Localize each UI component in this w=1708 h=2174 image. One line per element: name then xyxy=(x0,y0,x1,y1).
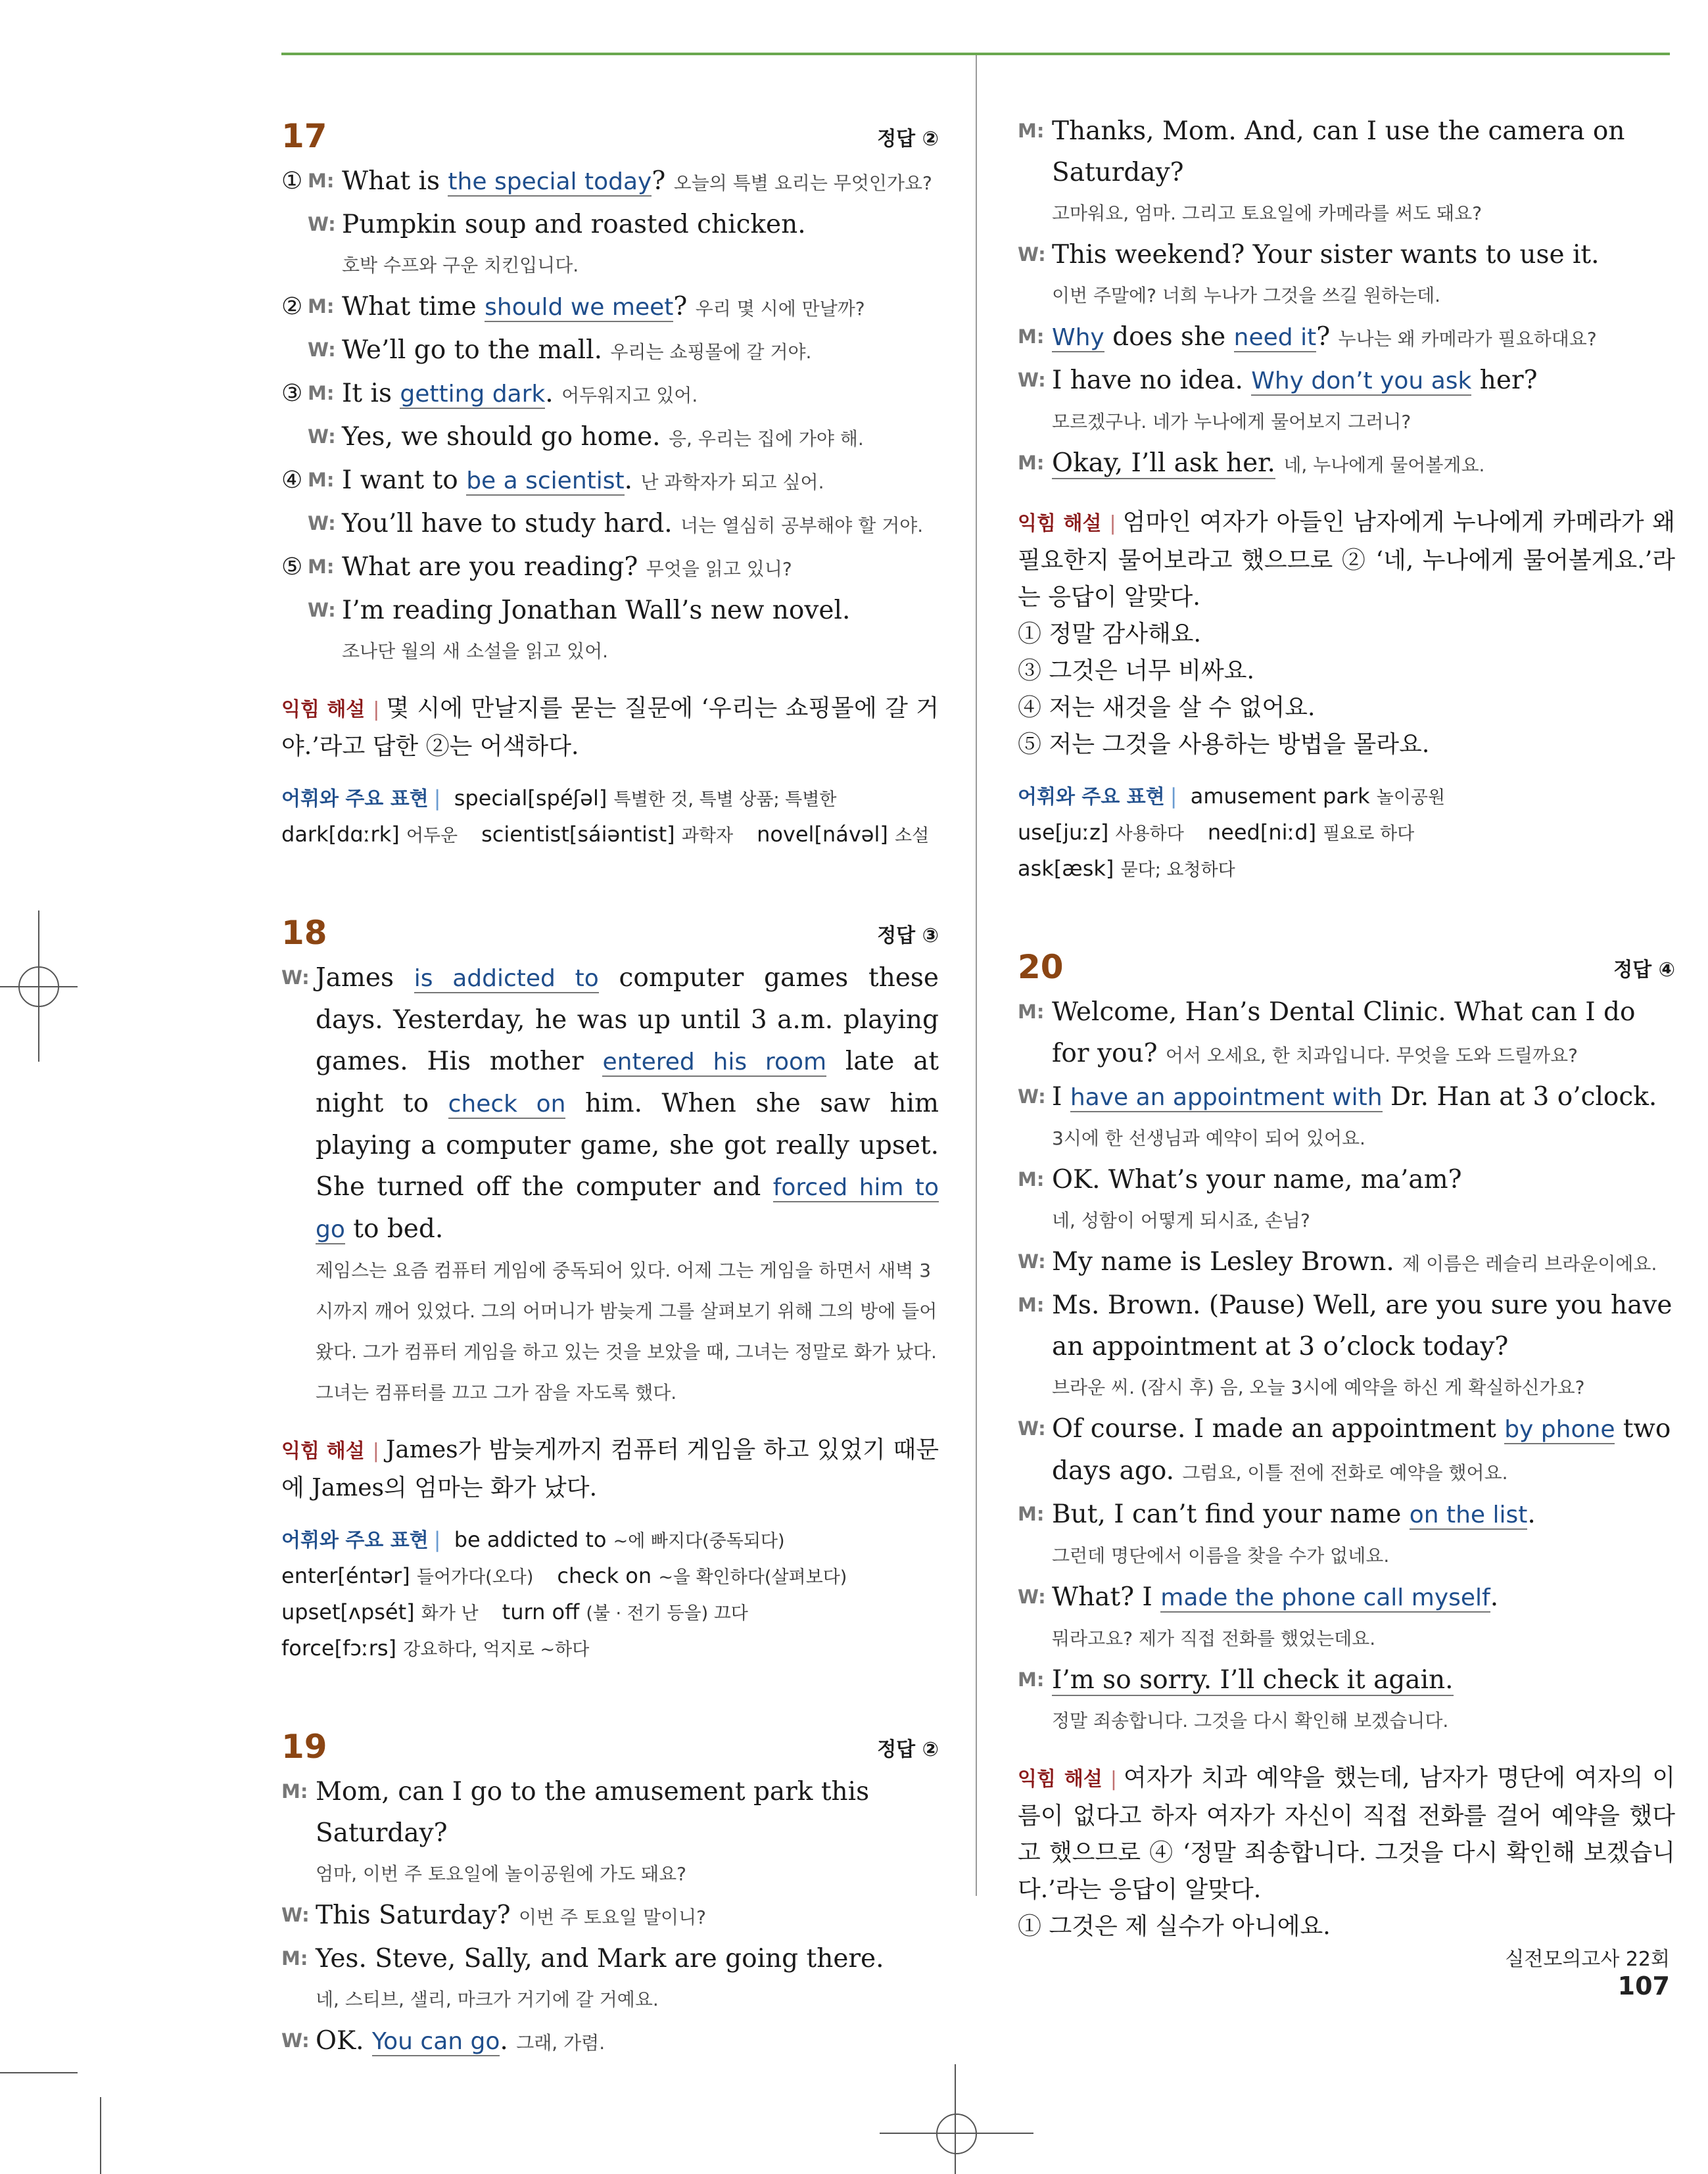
vocab-def: ~을 확인하다(살펴보다) xyxy=(658,1567,847,1588)
question-header xyxy=(281,895,939,952)
speaker-label: M: xyxy=(281,1947,308,1970)
line-text xyxy=(342,590,939,672)
vocab-def: 묻다; 요청하다 xyxy=(1120,860,1235,880)
dialogue-line xyxy=(1018,1494,1675,1576)
line-text xyxy=(1052,234,1675,316)
english-text: Dr. Han at 3 o’clock. xyxy=(1382,1082,1657,1112)
vocab-label: 어휘와 주요 표현 xyxy=(281,1529,429,1552)
vocab-label: 어휘와 주요 표현 xyxy=(281,788,429,811)
english-text: ? xyxy=(673,292,688,321)
speaker-label: W: xyxy=(1018,1417,1046,1440)
option-number: ② xyxy=(281,293,303,320)
line-text xyxy=(342,160,939,204)
english-text: Mom, can I go to the amusement park this Saturday? xyxy=(316,1777,870,1848)
dialogue xyxy=(281,160,939,672)
choice: ⑤ 저는 그것을 사용하는 방법을 몰라요. xyxy=(1018,731,1430,758)
explanation-label: 익힘 해설 xyxy=(1018,1768,1103,1791)
korean-translation: 그런데 명단에서 이름을 찾을 수가 없네요. xyxy=(1052,1545,1390,1567)
english-text: does she xyxy=(1104,322,1234,352)
vocab-word: force[fɔːrs] xyxy=(281,1636,396,1661)
explanation-label: 익힘 해설 xyxy=(281,1440,365,1463)
dialogue-line xyxy=(1018,1159,1675,1241)
choice: ④ 저는 새것을 살 수 없어요. xyxy=(1018,694,1316,721)
vocab-def: 소설 xyxy=(894,826,930,846)
speaker-label: M: xyxy=(1018,1503,1045,1525)
korean-translation: 정말 죄송합니다. 그것을 다시 확인해 보겠습니다. xyxy=(1052,1710,1449,1732)
key-phrase: have an appointment with xyxy=(1070,1084,1383,1111)
line-text xyxy=(1052,1076,1675,1159)
dialogue xyxy=(281,1771,939,2064)
vocab-def: 놀이공원 xyxy=(1376,788,1446,808)
speaker-label: W: xyxy=(308,339,336,361)
korean-translation: 고마워요, 엄마. 그리고 토요일에 카메라를 써도 돼요? xyxy=(1052,202,1483,224)
vocab-word: enter[éntər] xyxy=(281,1563,410,1588)
crop-mark-corner-h xyxy=(0,2072,78,2073)
question-header xyxy=(281,99,939,155)
vocabulary: 어휘와 주요 표현 | special[spéʃəl] 특별한 것, 특별 상품; 특별한 dark[dɑːrk] 어두운 scientist[sáiəntist] 과학자 novel[návəl] 소설 xyxy=(281,786,930,847)
english-text: My name is Lesley Brown. xyxy=(1052,1247,1394,1277)
english-text: What is xyxy=(342,166,448,196)
korean-translation: 오늘의 특별 요리는 무엇인가요? xyxy=(673,172,932,194)
line-text xyxy=(1052,1241,1675,1285)
page-number: 107 xyxy=(1617,1972,1670,2000)
explanation-text: 엄마인 여자가 아들인 남자에게 누나에게 카메라가 왜 필요한지 물어보라고 했으므로 ② ‘네, 누나에게 물어볼게요.’라는 응답이 알맞다. xyxy=(1018,509,1675,611)
vocab-label: 어휘와 주요 표현 xyxy=(1018,786,1165,809)
key-phrase: made the phone call myself xyxy=(1160,1584,1490,1611)
english-text: We’ll go to the mall. xyxy=(342,335,602,365)
key-phrase: forced him to go xyxy=(316,1174,939,1243)
footer-title: 실전모의고사 22회 xyxy=(1505,1948,1670,1971)
line-text xyxy=(1052,1285,1675,1408)
question-number: 19 xyxy=(281,1728,327,1766)
vocab-def: 과학자 xyxy=(681,826,734,846)
korean-translation: 네, 누나에게 물어볼게요. xyxy=(1283,454,1485,476)
crop-mark-left-circle xyxy=(18,966,59,1007)
english-text: . xyxy=(500,2026,508,2056)
english-text: Of course. I made an appointment xyxy=(1052,1414,1505,1444)
korean-translation: 뭐라고요? 제가 직접 전화를 했었는데요. xyxy=(1052,1628,1376,1649)
english-text: What? I xyxy=(1052,1582,1161,1612)
korean-translation: 그래, 가렴. xyxy=(516,2032,605,2054)
vocab-word: be addicted to xyxy=(454,1527,607,1552)
speaker-label: W: xyxy=(281,2029,310,2052)
speaker-label: M: xyxy=(1018,452,1045,474)
english-text: I xyxy=(1052,1082,1070,1112)
explanation: 익힘 해설 | 몇 시에 만날지를 묻는 질문에 ‘우리는 쇼핑몰에 갈 거야.’라고 답한 ②는 어색하다. xyxy=(281,695,939,760)
english-text: Pumpkin soup and roasted chicken. xyxy=(342,210,806,239)
korean-translation: 어서 오세요, 한 치과입니다. 무엇을 도와 드릴까요? xyxy=(1165,1045,1578,1066)
korean-translation: 제 이름은 레슬리 브라운이에요. xyxy=(1402,1253,1657,1275)
key-phrase: on the list xyxy=(1409,1501,1528,1528)
left-column xyxy=(281,99,939,2106)
dialogue-line xyxy=(1018,360,1675,442)
question-19-continued xyxy=(1018,110,1675,887)
choice: ① 그것은 제 실수가 아니에요. xyxy=(1018,1913,1331,1940)
english-text: Yes. Steve, Sally, and Mark are going there. xyxy=(316,1944,884,1973)
question-header xyxy=(281,1709,939,1766)
line-text xyxy=(342,460,939,503)
line-text xyxy=(316,1895,939,1938)
line-text xyxy=(1052,1494,1675,1576)
question-19 xyxy=(281,1709,939,2064)
vocab-word: turn off xyxy=(502,1599,580,1624)
explanation: 익힘 해설 | 엄마인 여자가 아들인 남자에게 누나에게 카메라가 왜 필요한지 물어보라고 했으므로 ② ‘네, 누나에게 물어볼게요.’라는 응답이 알맞다. xyxy=(1018,509,1675,611)
english-text: Welcome, Han’s Dental Clinic. What can I do for you? xyxy=(1052,997,1636,1068)
speaker-label: W: xyxy=(308,425,336,448)
dialogue-line xyxy=(1018,1076,1675,1159)
question-header xyxy=(1018,930,1675,986)
korean-translation: 무엇을 읽고 있니? xyxy=(646,558,792,580)
dialogue-line xyxy=(1018,991,1675,1076)
english-text: two days ago. xyxy=(1052,1414,1671,1486)
option-number: ④ xyxy=(281,467,303,494)
korean-translation: 브라운 씨. (잠시 후) 음, 오늘 3시에 예약을 하신 게 확실하신가요? xyxy=(1052,1377,1585,1398)
vocab-word: novel[návəl] xyxy=(757,822,888,847)
key-phrase: should we meet xyxy=(485,294,674,321)
page-footer xyxy=(1446,1943,1670,2000)
speaker-label: M: xyxy=(281,1780,308,1803)
english-text: I’m reading Jonathan Wall’s new novel. xyxy=(342,596,851,625)
speaker-label: M: xyxy=(1018,1668,1045,1691)
korean-translation: 난 과학자가 되고 싶어. xyxy=(640,471,824,493)
line-text xyxy=(1052,991,1675,1076)
vocab-def: 사용하다 xyxy=(1115,824,1184,844)
line-text xyxy=(1052,1576,1675,1659)
question-number: 20 xyxy=(1018,948,1064,986)
dialogue-line xyxy=(281,373,939,416)
question-number: 18 xyxy=(281,914,327,952)
english-text: ? xyxy=(652,166,666,196)
question-20 xyxy=(1018,930,1675,1945)
choice: ① 정말 감사해요. xyxy=(1018,621,1201,648)
korean-translation: 조나단 월의 새 소설을 읽고 있어. xyxy=(342,640,609,662)
speaker-label: M: xyxy=(1018,120,1045,142)
explanation: 익힘 해설 | James가 밤늦게까지 컴퓨터 게임을 하고 있었기 때문에 James의 엄마는 화가 났다. xyxy=(281,1436,939,1501)
vocab-def: 화가 난 xyxy=(421,1603,479,1624)
line-text xyxy=(342,286,939,329)
english-text: . xyxy=(624,465,633,495)
speaker-label: W: xyxy=(1018,243,1046,266)
speaker-label: M: xyxy=(1018,325,1045,348)
korean-translation: 이번 주말에? 너희 누나가 그것을 쓰길 원하는데. xyxy=(1052,285,1441,306)
vocab-word: check on xyxy=(557,1563,652,1588)
line-text xyxy=(316,1771,939,1895)
korean-translation: 이번 주 토요일 말이니? xyxy=(518,1906,706,1928)
speaker-label: M: xyxy=(1018,1294,1045,1316)
line-text xyxy=(342,373,939,416)
korean-translation: 엄마, 이번 주 토요일에 놀이공원에 가도 돼요? xyxy=(316,1863,687,1885)
line-text xyxy=(1052,1408,1675,1494)
key-phrase: check on xyxy=(448,1091,566,1118)
line-text xyxy=(342,503,939,546)
line-text xyxy=(342,204,939,286)
english-text: OK. What’s your name, ma’am? xyxy=(1052,1165,1462,1194)
english-text: I have no idea. xyxy=(1052,366,1252,395)
vocab-word: ask[æsk] xyxy=(1018,856,1114,881)
crop-mark-corner-v xyxy=(100,2097,101,2174)
dialogue-line xyxy=(1018,234,1675,316)
speaker-label: M: xyxy=(308,469,335,491)
speaker-label: W: xyxy=(308,512,336,534)
line-text xyxy=(1052,1159,1675,1241)
line-text xyxy=(342,546,939,590)
speaker-label: W: xyxy=(1018,1085,1046,1108)
speaker-label: M: xyxy=(308,295,335,318)
key-phrase: the special today xyxy=(448,168,652,195)
vocab-def: ~에 빠지다(중독되다) xyxy=(613,1531,785,1551)
dialogue-line xyxy=(281,1938,939,2020)
answer-label: 정답 ② xyxy=(877,1738,939,1761)
speaker-label: W: xyxy=(308,213,336,235)
translation: 제임스는 요즘 컴퓨터 게임에 중독되어 있다. 어제 그는 게임을 하면서 새벽 3시까지 깨어 있었다. 그의 어머니가 밤늦게 그를 살펴보기 위해 그의 방에 들어왔다. 그가 컴퓨터 게임을 하고 있는 것을 보았을 때, 그녀는 정말로 화가 났다. 그녀는 컴퓨터를 끄고 그가 잠을 자도록 했다. xyxy=(316,1260,937,1404)
korean-translation: 우리 몇 시에 만날까? xyxy=(695,298,865,319)
vocab-word: amusement park xyxy=(1190,784,1370,809)
dialogue-line xyxy=(1018,1408,1675,1494)
key-phrase: by phone xyxy=(1504,1416,1615,1443)
line-text xyxy=(1052,316,1675,360)
korean-translation: 네, 성함이 어떻게 되시죠, 손님? xyxy=(1052,1210,1310,1231)
english-text: her? xyxy=(1471,366,1538,395)
key-phrase: is addicted to xyxy=(414,965,599,992)
dialogue xyxy=(1018,110,1675,486)
korean-translation: 너는 열심히 공부해야 할 거야. xyxy=(680,515,924,536)
option-number: ⑤ xyxy=(281,554,303,580)
english-text: This Saturday? xyxy=(316,1901,511,1930)
key-phrase: getting dark xyxy=(400,381,546,408)
key-phrase: be a scientist xyxy=(466,467,625,494)
right-column xyxy=(1018,110,1675,1987)
english-text: What time xyxy=(342,292,485,321)
question-17 xyxy=(281,99,939,853)
english-text: . xyxy=(1490,1582,1499,1612)
monologue xyxy=(281,957,939,1250)
korean-translation: 모르겠구나. 네가 누나에게 물어보지 그러니? xyxy=(1052,411,1411,433)
dialogue xyxy=(1018,991,1675,1741)
korean-translation: 누나는 왜 카메라가 필요하대요? xyxy=(1338,328,1597,350)
vocab-word: upset[ʌpsét] xyxy=(281,1599,415,1624)
key-phrase: You can go xyxy=(371,2028,500,2055)
answer-sentence: I’m so sorry. I’ll check it again. xyxy=(1052,1665,1454,1695)
vocab-word: need[niːd] xyxy=(1207,820,1317,845)
question-number: 17 xyxy=(281,117,327,155)
dialogue-line xyxy=(281,590,939,672)
key-phrase: Why don’t you ask xyxy=(1251,367,1472,394)
dialogue-line xyxy=(281,329,939,373)
option-number: ③ xyxy=(281,380,303,407)
speaker-label: W: xyxy=(281,966,310,989)
line-text xyxy=(316,1938,939,2020)
speaker-label: M: xyxy=(308,555,335,578)
dialogue-line xyxy=(1018,316,1675,360)
dialogue-line xyxy=(1018,442,1675,486)
english-text: This weekend? Your sister wants to use it. xyxy=(1052,240,1600,270)
crop-mark-bottom-circle xyxy=(936,2114,977,2154)
dialogue-line xyxy=(1018,1241,1675,1285)
explanation-text: 몇 시에 만날지를 묻는 질문에 ‘우리는 쇼핑몰에 갈 거야.’라고 답한 ②는 어색하다. xyxy=(281,695,939,760)
speaker-label: W: xyxy=(1018,369,1046,391)
line-text xyxy=(342,416,939,460)
dialogue-line xyxy=(1018,1659,1675,1741)
english-text: You’ll have to study hard. xyxy=(342,509,673,538)
dialogue-line xyxy=(281,160,939,204)
speaker-label: M: xyxy=(308,382,335,404)
dialogue-line xyxy=(281,1895,939,1938)
dialogue-line xyxy=(281,204,939,286)
vocab-def: 특별한 것, 특별 상품; 특별한 xyxy=(613,790,837,810)
vocab-def: 필요로 하다 xyxy=(1323,824,1415,844)
english-text: Yes, we should go home. xyxy=(342,422,661,452)
english-text: What are you reading? xyxy=(342,552,638,582)
speaker-label: W: xyxy=(1018,1586,1046,1608)
dialogue-line xyxy=(1018,1285,1675,1408)
english-text: Ms. Brown. (Pause) Well, are you sure you have an appointment at 3 o’clock today? xyxy=(1052,1290,1672,1361)
line-text xyxy=(1052,1659,1675,1741)
speaker-label: M: xyxy=(1018,1001,1045,1023)
line-text xyxy=(1052,442,1675,486)
answer-label: 정답 ④ xyxy=(1613,958,1675,981)
korean-translation: 3시에 한 선생님과 예약이 되어 있어요. xyxy=(1052,1127,1365,1149)
english-text: It is xyxy=(342,379,400,408)
vocab-def: 어두운 xyxy=(406,826,458,846)
english-text: OK. xyxy=(316,2026,372,2056)
vocabulary: 어휘와 주요 표현 | amusement park 놀이공원 use[juːz] 사용하다 need[niːd] 필요로 하다 ask[æsk] 묻다; 요청하다 xyxy=(1018,784,1446,881)
korean-translation: 그럼요, 이틀 전에 전화로 예약을 했어요. xyxy=(1182,1462,1508,1484)
vocab-word: scientist[sáiəntist] xyxy=(481,822,675,847)
dialogue-line xyxy=(281,1771,939,1895)
english-text: ? xyxy=(1316,322,1331,352)
monologue-text: James is addicted to computer games these days. Yesterday, he was up until 3 a.m. playing games. His mother entered his room late at night to check on him. When she saw him playing a computer game, she got really upset. She turned off the computer and forced him to go to bed. xyxy=(316,963,939,1244)
line-text xyxy=(1052,360,1675,442)
korean-translation: 우리는 쇼핑몰에 갈 거야. xyxy=(610,341,812,363)
explanation: 익힘 해설 | 여자가 치과 예약을 했는데, 남자가 명단에 여자의 이름이 없다고 하자 여자가 자신이 직접 전화를 걸어 예약을 했다고 했으므로 ④ ‘정말 죄송합니다. 그것을 다시 확인해 보겠습니다.’라는 응답이 알맞다. xyxy=(1018,1764,1675,1903)
english-text: But, I can’t find your name xyxy=(1052,1500,1410,1529)
vocab-def: 강요하다, 억지로 ~하다 xyxy=(403,1640,590,1660)
answer-sentence: Okay, I’ll ask her. xyxy=(1052,448,1275,478)
vocab-word: special[spéʃəl] xyxy=(454,786,607,811)
explanation-label: 익힘 해설 xyxy=(1018,512,1102,535)
vocabulary: 어휘와 주요 표현 | be addicted to ~에 빠지다(중독되다) enter[éntər] 들어가다(오다) check on ~을 확인하다(살펴보다) upset[ʌpsét] 화가 난 turn off (불 · 전기 등을) 끄다 force[fɔːrs] 강요하다, 억지로 ~하다 xyxy=(281,1527,847,1661)
column-divider xyxy=(976,55,977,1896)
english-text: I want to xyxy=(342,465,467,495)
answer-label: 정답 ③ xyxy=(877,924,939,947)
line-text xyxy=(316,2020,939,2064)
answer-label: 정답 ② xyxy=(877,128,939,151)
dialogue-line xyxy=(281,416,939,460)
key-phrase: entered his room xyxy=(602,1049,827,1075)
english-text: . xyxy=(545,379,554,408)
korean-translation: 어두워지고 있어. xyxy=(561,385,698,406)
line-text xyxy=(1052,110,1675,234)
question-18 xyxy=(281,895,939,1667)
speaker-label: W: xyxy=(1018,1250,1046,1273)
key-phrase: Why xyxy=(1052,324,1104,351)
dialogue-line xyxy=(281,503,939,546)
option-number: ① xyxy=(281,168,303,195)
vocab-def: 들어가다(오다) xyxy=(416,1567,534,1588)
speaker-label: M: xyxy=(308,170,335,192)
choice: ③ 그것은 너무 비싸요. xyxy=(1018,657,1254,684)
explanation-text: 여자가 치과 예약을 했는데, 남자가 명단에 여자의 이름이 없다고 하자 여자가 자신이 직접 전화를 걸어 예약을 했다고 했으므로 ④ ‘정말 죄송합니다. 그것을 다시 확인해 보겠습니다.’라는 응답이 알맞다. xyxy=(1018,1764,1675,1903)
dialogue-line xyxy=(281,460,939,503)
dialogue-line xyxy=(281,2020,939,2064)
speaker-label: W: xyxy=(308,599,336,621)
vocab-word: dark[dɑːrk] xyxy=(281,822,400,847)
speaker-label: M: xyxy=(1018,1168,1045,1191)
korean-translation: 응, 우리는 집에 가야 해. xyxy=(668,428,864,450)
dialogue-line xyxy=(281,546,939,590)
vocab-word: use[juːz] xyxy=(1018,820,1109,845)
dialogue-line xyxy=(1018,110,1675,234)
english-text: Thanks, Mom. And, can I use the camera on Saturday? xyxy=(1052,116,1625,187)
key-phrase: need it xyxy=(1233,324,1317,351)
explanation-text: James가 밤늦게까지 컴퓨터 게임을 하고 있었기 때문에 James의 엄마는 화가 났다. xyxy=(281,1436,939,1501)
explanation-label: 익힘 해설 xyxy=(281,698,366,721)
line-text xyxy=(342,329,939,373)
vocab-def: (불 · 전기 등을) 끄다 xyxy=(586,1603,748,1624)
korean-translation: 호박 수프와 구운 치킨입니다. xyxy=(342,254,579,276)
korean-translation: 네, 스티브, 샐리, 마크가 거기에 갈 거예요. xyxy=(316,1989,659,2010)
english-text: . xyxy=(1527,1500,1536,1529)
dialogue-line xyxy=(281,286,939,329)
dialogue-line xyxy=(1018,1576,1675,1659)
speaker-label: W: xyxy=(281,1904,310,1926)
